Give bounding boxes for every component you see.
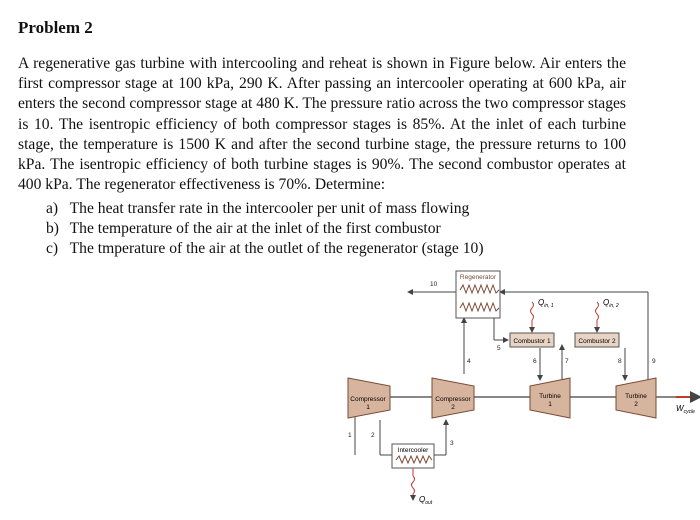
compressor-2-label: Compressor <box>435 396 471 403</box>
problem-title: Problem 2 <box>18 18 93 37</box>
heat-out-symbol: Q <box>419 495 426 504</box>
question-label: a) <box>46 200 59 217</box>
heat-in-2-label <box>603 298 619 309</box>
combustor-1-label: Combustor 1 <box>513 338 551 345</box>
compressor-2-number: 2 <box>451 404 455 411</box>
state-6: 6 <box>533 358 537 365</box>
problem-statement: A regenerative gas turbine with intercooling and reheat is shown in Figure below. Air enters the first compressor stage at 100 kPa, 290 K. After passing an intercooler operating at 600 kPa, air enters the second compressor stage at 480 K. The pressure ratio across the two compressor stages is 10. The isentropic efficiency of both compressor stages is 85%. At the inlet of each turbine stage, the temperature is 1500 K and after the second turbine stage, the pressure returns to 100 kPa. The isentropic efficiency of both turbine stages is 90%. The second combustor operates at 400 kPa. The regenerator effectiveness is 70%. Determine: <box>18 55 626 194</box>
question-label: b) <box>46 220 59 238</box>
turbine-1-label: Turbine <box>539 393 561 400</box>
state-2: 2 <box>371 432 375 439</box>
heat-out-label <box>419 495 433 506</box>
state-7: 7 <box>565 358 569 365</box>
question-label: c) <box>46 240 59 258</box>
turbine-2-number: 2 <box>634 401 638 408</box>
heat-out-icon <box>412 476 415 494</box>
turbine-2-label: Turbine <box>625 393 647 400</box>
work-cycle-label <box>676 404 695 415</box>
state-10: 10 <box>430 281 438 288</box>
heat-in-2-subscript: in, 2 <box>609 303 619 309</box>
question-text: The heat transfer rate in the intercooler per unit of mass flowing <box>69 200 470 217</box>
heat-in-1-icon <box>531 302 534 320</box>
combustor-2-label: Combustor 2 <box>578 338 616 345</box>
turbine-1-number: 1 <box>548 401 552 408</box>
work-cycle-subscript: cycle <box>683 409 695 415</box>
compressor-1-number: 1 <box>366 404 370 411</box>
question-text: The tmperature of the air at the outlet of the regenerator (stage 10) <box>69 240 484 258</box>
heat-in-1-symbol: Q <box>538 298 545 307</box>
compressor-1-label: Compressor <box>350 396 386 403</box>
state-3: 3 <box>450 440 454 447</box>
state-9: 9 <box>652 358 656 365</box>
heat-in-2-symbol: Q <box>603 298 610 307</box>
heat-in-1-label <box>538 298 554 309</box>
question-text: The temperature of the air at the inlet of the first combustor <box>69 220 441 238</box>
flow-lines <box>355 292 648 455</box>
heat-out-subscript: out <box>425 500 433 506</box>
heat-in-1-subscript: in, 1 <box>544 303 554 309</box>
work-cycle-symbol: W <box>676 404 684 413</box>
state-4: 4 <box>467 358 471 365</box>
heat-in-2-icon <box>596 302 599 320</box>
state-5: 5 <box>497 345 501 352</box>
intercooler-label: Intercooler <box>397 447 429 454</box>
state-1: 1 <box>348 432 352 439</box>
regenerator-label: Regenerator <box>459 274 497 281</box>
state-8: 8 <box>618 358 622 365</box>
